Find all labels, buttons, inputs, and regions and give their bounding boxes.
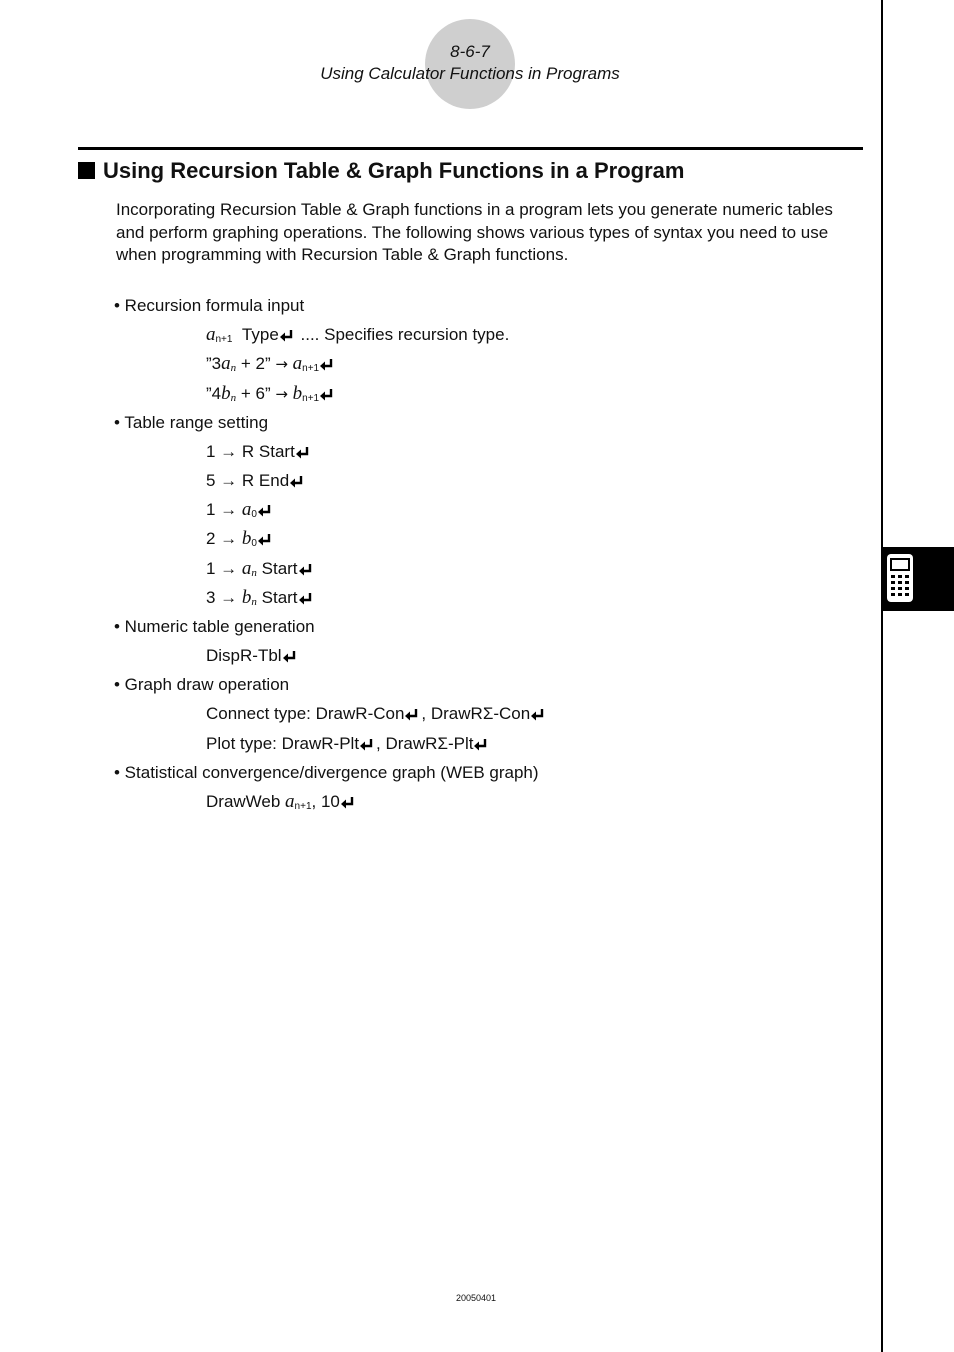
return-key-icon (296, 446, 311, 459)
bullet-graph-draw: • Graph draw operation (114, 675, 290, 694)
code-line-draw-web: DrawWeb $a_{n+1}$, 10 (206, 792, 357, 817)
return-key-icon (258, 504, 273, 517)
return-key-icon (283, 650, 298, 663)
code-line-r-end: 5 → R End (206, 471, 306, 491)
square-bullet-icon (78, 162, 95, 179)
section-heading (78, 158, 684, 184)
code-line-connect-type: Connect type: DrawR-Con , DrawRΣ-Con (206, 704, 547, 724)
code-line-bn-start: 3 → bn Start (206, 588, 315, 612)
return-key-icon (360, 738, 375, 751)
return-key-icon (299, 563, 314, 576)
return-key-icon (320, 388, 335, 401)
intro-paragraph: Incorporating Recursion Table & Graph functions in a program lets you generate numeric tables and perform graphing operations. The following shows various types of syntax you need to use when programming with Recursion Table & Graph functions. (116, 200, 833, 264)
bullet-numeric-table: • Numeric table generation (114, 617, 315, 636)
code-line-b0: $2 \to b_0$ (206, 529, 274, 554)
code-line-plot-type: Plot type: DrawR-Plt , DrawRΣ-Plt (206, 734, 490, 754)
bullet-table-range: • Table range setting (114, 413, 269, 432)
bullet-web-graph: • Statistical convergence/divergence graph (WEB graph) (114, 763, 539, 782)
return-key-icon (299, 592, 314, 605)
return-key-icon (280, 329, 295, 342)
chapter-tab (883, 547, 954, 611)
section-title: Using Recursion Table & Graph Functions in a Program (103, 158, 685, 183)
return-key-icon (290, 475, 305, 488)
section-divider (78, 147, 863, 150)
code-line-type: $a_{n+1}$ Type .... Specifies recursion type. (206, 324, 510, 345)
code-line-an-start: 1 → an Start (206, 559, 315, 583)
code-line-formula-a: ”3an + 2” → $a_{n+1}$ (206, 354, 336, 379)
code-line-disp-tbl: DispR-Tbl (206, 646, 299, 666)
return-key-icon (320, 358, 335, 371)
return-key-icon (474, 738, 489, 751)
calculator-icon (886, 553, 914, 603)
code-line-r-start: 1 → R Start (206, 442, 312, 462)
footer-code: 20050401 (455, 1293, 497, 1303)
code-line-a0: $1 \to a_0$ (206, 500, 274, 525)
return-key-icon (258, 533, 273, 546)
page-subtitle: Using Calculator Functions in Programs (320, 64, 620, 83)
return-key-icon (341, 796, 356, 809)
right-margin-rule (881, 0, 883, 1352)
return-key-icon (405, 708, 420, 721)
bullet-recursion-input: • Recursion formula input (114, 296, 305, 315)
page-number: 8-6-7 (450, 42, 490, 61)
return-key-icon (531, 708, 546, 721)
code-line-formula-b: ”4bn + 6” → $b_{n+1}$ (206, 384, 336, 409)
